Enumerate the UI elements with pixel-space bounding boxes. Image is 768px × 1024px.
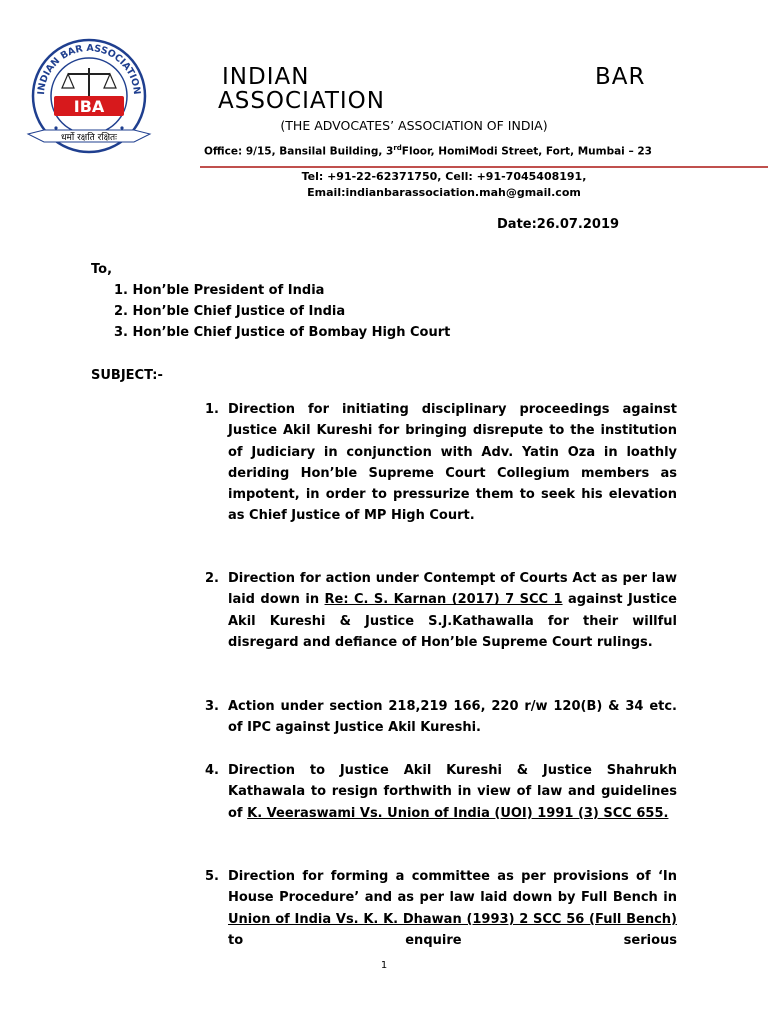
item-text-pre: Direction for forming a committee as per provisions of ‘In House Procedure’ and as per law laid down by Full Bench in — [228, 869, 677, 906]
item-number: 4. — [205, 763, 219, 778]
iba-logo — [26, 38, 152, 158]
citation-link: Union of India Vs. K. K. Dhawan (1993) 2 SCC 56 (Full Bench) — [228, 911, 677, 927]
item-number: 3. — [205, 699, 219, 714]
item-text-pre: Direction to Justice Akil Kureshi & Justice Shahrukh Kathawala to resign forthwith in view of law and guidelines of — [228, 763, 677, 821]
contact-tel: Tel: +91-22-62371750, Cell: +91-7045408191, — [301, 170, 587, 183]
org-name-association: ASSOCIATION — [218, 88, 385, 114]
item-number: 5. — [205, 869, 219, 884]
citation-link: Re: C. S. Karnan (2017) 7 SCC 1 — [324, 592, 563, 608]
contact-email: Email:indianbarassociation.mah@gmail.com — [307, 186, 581, 199]
office-suffix: Floor, HomiModi Street, Fort, Mumbai – 23 — [401, 145, 652, 158]
subject-label: SUBJECT:- — [91, 368, 163, 383]
subject-item-3 — [205, 696, 677, 739]
org-subtitle: (THE ADVOCATES’ ASSOCIATION OF INDIA) — [280, 118, 548, 133]
page-number: 1 — [380, 960, 388, 971]
logo-arc-text: INDIAN BAR ASSOCIATION — [35, 42, 143, 96]
item-text — [228, 866, 677, 951]
org-name-bar: BAR — [595, 64, 646, 90]
item-text — [228, 568, 677, 653]
item-number: 2. — [205, 571, 219, 586]
office-address — [204, 142, 684, 158]
letter-date: Date:26.07.2019 — [497, 217, 620, 232]
item-number: 1. — [205, 402, 219, 417]
logo-motto: धर्मो रक्षति रक्षितः — [61, 133, 117, 143]
item-text-post: against Justice Akil Kureshi & Justice S.J.Kathawalla for their willful disregard and defiance of Hon’ble Supreme Court rulings. — [228, 592, 677, 650]
item-text-post: to enquire serious — [228, 932, 677, 948]
subject-item-1 — [205, 399, 677, 527]
item-text: Action under section 218,219 166, 220 r/w 120(B) & 34 etc. of IPC against Justice Akil Kureshi. — [228, 699, 677, 736]
header-rule — [200, 166, 768, 168]
item-text-pre: Direction for action under Contempt of Courts Act as per law laid down in — [228, 571, 677, 608]
addressee-3: 3. Hon’ble Chief Justice of Bombay High Court — [114, 325, 451, 340]
to-label: To, — [91, 262, 113, 277]
addressee-2: 2. Hon’ble Chief Justice of India — [114, 304, 346, 319]
subject-item-5 — [205, 866, 677, 951]
logo-abbrev: IBA — [73, 97, 105, 116]
addressee-1: 1. Hon’ble President of India — [114, 283, 325, 298]
item-text — [228, 760, 677, 824]
office-prefix: Office: 9/15, Bansilal Building, 3 — [204, 145, 394, 158]
citation-link: K. Veeraswami Vs. Union of India (UOI) 1991 (3) SCC 655. — [247, 805, 669, 821]
office-sup: rd — [393, 144, 402, 152]
subject-item-2 — [205, 568, 677, 653]
item-text: Direction for initiating disciplinary proceedings against Justice Akil Kureshi for bringing disrepute to the institution of Judiciary in conjunction with Adv. Yatin Oza in loathly deriding Hon’ble Supreme Court Collegium members as impotent, in order to pressurize them to seek his elevation as Chief Justice of MP High Court. — [228, 402, 677, 524]
org-name-indian: INDIAN — [222, 64, 310, 90]
subject-item-4 — [205, 760, 677, 824]
